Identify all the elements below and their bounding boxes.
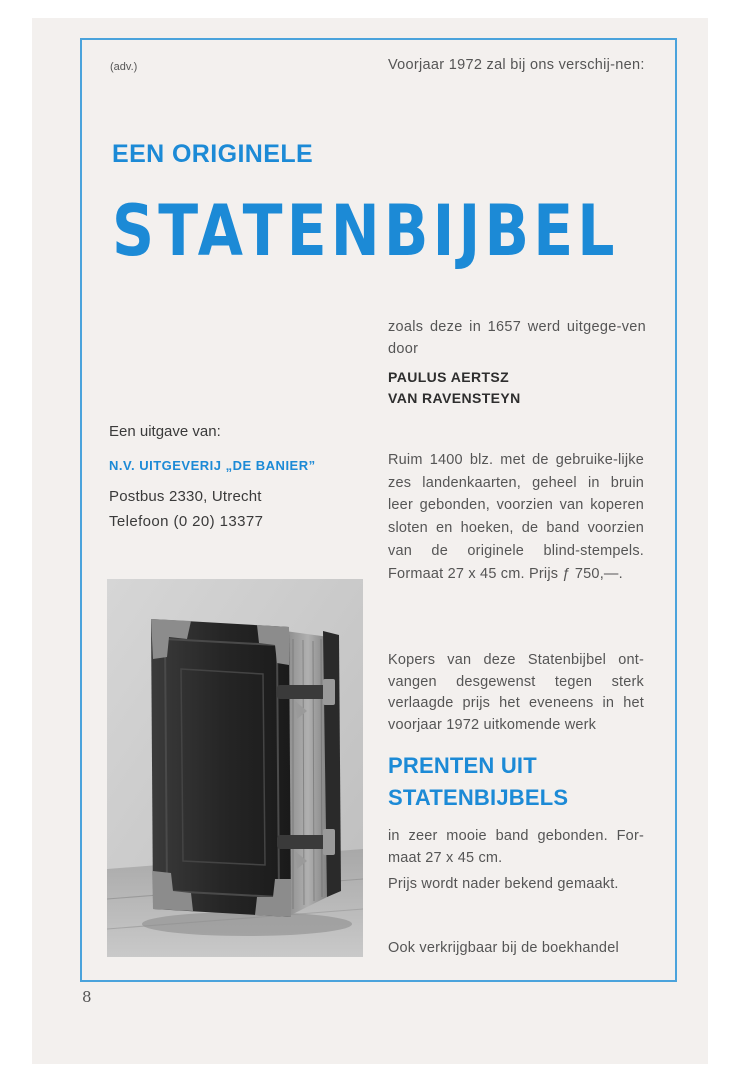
ad-label: (adv.) xyxy=(110,61,138,73)
publisher-name: N.V. UITGEVERIJ „DE BANIER” xyxy=(109,458,316,473)
author-line-2: VAN RAVENSTEYN xyxy=(388,390,521,406)
availability-note: Ook verkrijgbaar bij de boekhandel xyxy=(388,940,619,956)
price-note: Prijs wordt nader bekend gemaakt. xyxy=(388,876,619,892)
subtitle-line-2: STATENBIJBELS xyxy=(388,785,569,810)
binding-text: in zeer mooie band gebonden. For-maat 27 x 45 cm. xyxy=(388,828,644,866)
bible-photo xyxy=(107,579,363,957)
subtitle-line-1: PRENTEN UIT xyxy=(388,753,537,778)
page-number: 8 xyxy=(82,988,92,1006)
product-description: Ruim 1400 blz. met de gebruike-lijke zes landenkaarten, geheel in bruin leer gebonden, voorzien van koperen sloten en hoeken, de band voorzien van de originele blind-stempels. Formaat 27 x 45 cm. Prijs ƒ 750,—. xyxy=(388,452,644,582)
main-headline: STATENBIJBEL xyxy=(112,190,619,272)
kicker-heading: EEN ORIGINELE xyxy=(112,140,314,168)
publisher-address: Postbus 2330, Utrecht xyxy=(109,488,262,505)
offer-text: Kopers van deze Statenbijbel ont-vangen desgewenst tegen sterk verlaagde prijs het eveneens in het voorjaar 1972 uitkomende werk xyxy=(388,652,644,733)
intro-text: Voorjaar 1972 zal bij ons verschij-nen: xyxy=(388,57,645,73)
origin-text: zoals deze in 1657 werd uitgege-ven door xyxy=(388,319,646,357)
author-line-1: PAULUS AERTSZ xyxy=(388,369,510,385)
publisher-phone: Telefoon (0 20) 13377 xyxy=(109,513,264,530)
publisher-label: Een uitgave van: xyxy=(109,423,221,440)
